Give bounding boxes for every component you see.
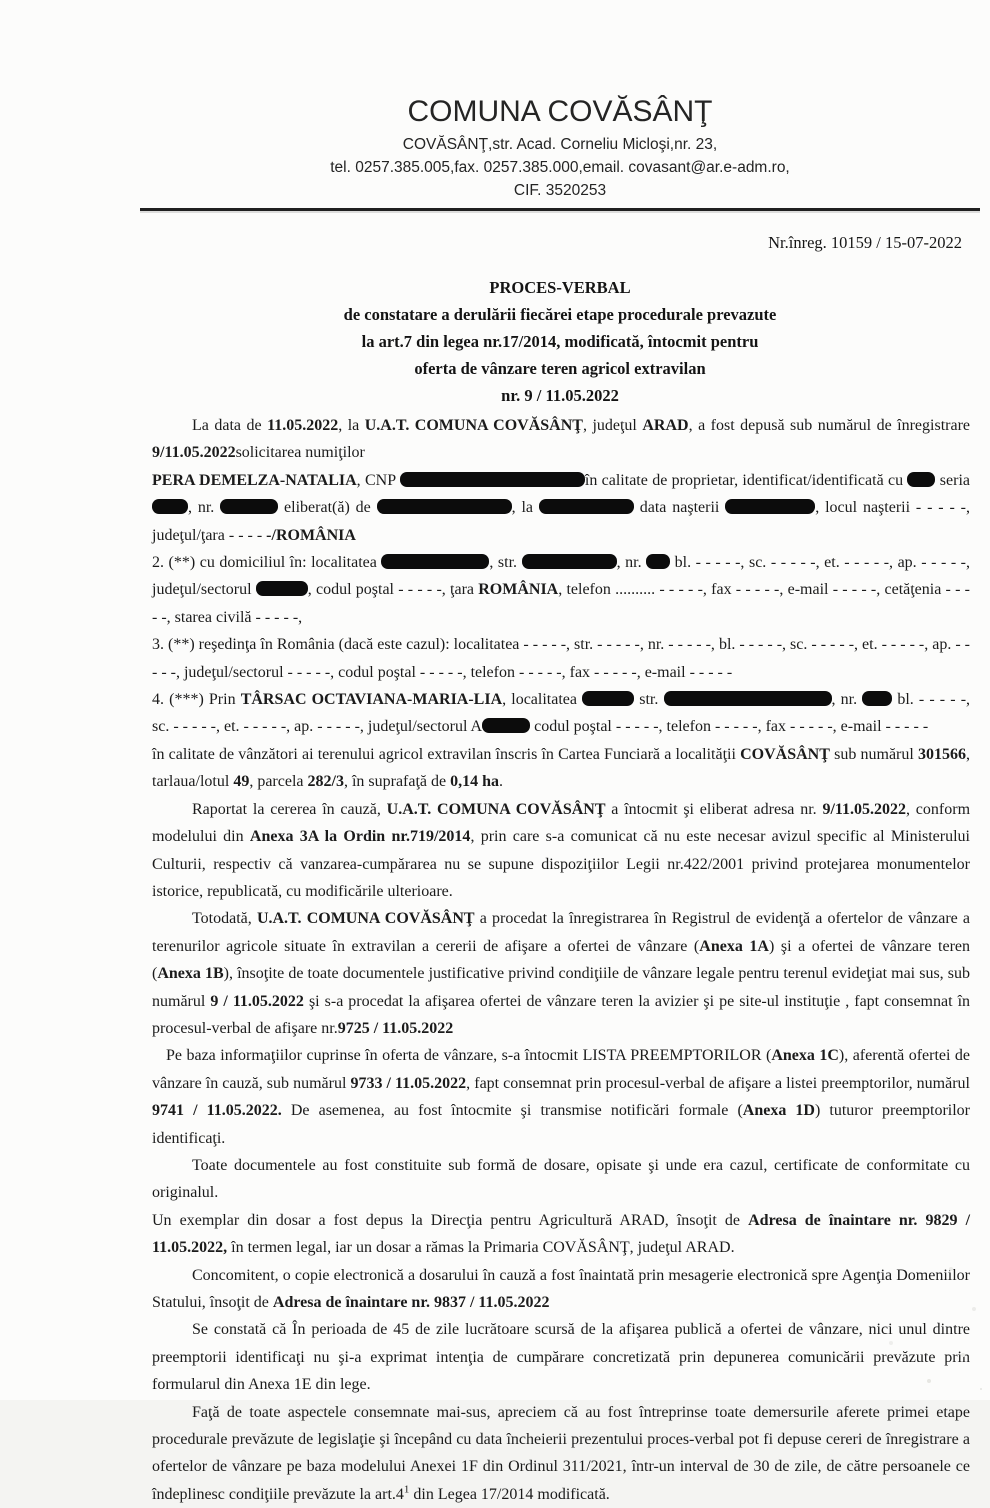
text-run: sub numărul bbox=[829, 745, 919, 763]
text-run: a procedat la înregistrarea în Registrul de evidenţă a ofertelor de vânzare a terenurilor agricole situate în extravilan a cererii de afişare a ofertei de vânzare ( bbox=[152, 910, 971, 955]
text-run: La data de bbox=[192, 417, 268, 434]
letterhead-address-block bbox=[140, 133, 980, 202]
document-content bbox=[140, 0, 980, 1508]
text-run: data naşterii bbox=[633, 499, 726, 517]
text-run: Faţă de toate aspectele consemnate mai-sus, apreciem că au fost întreprinse toate demersurile aferete primei etape procedurale prevăzute de legislaţie şi începând cu data încheierii prezentului proces-verbal pot fi depuse cereri de înregistrare a ofertelor de vânzare pe baza modelului Anexei 1F din Ordinul 311/2021, într-un interval de 30 de zile, de către persoanele ce îndeplinesc condiţiile prevăzute la art.4 bbox=[152, 1403, 970, 1503]
text-run: 3. (**) reşedinţa în România (dacă este cazul): localitatea - - - - -, str. - - - - -, nr. - - - - -, bl. - - - - -, sc. - - - - -, et. - - - - -, ap. - - - - -, judeţul/sectorul - - - - -, codul poştal - - - - -, telefon - - - - -, fax - - - - -, e-mail - - - - - bbox=[152, 636, 970, 681]
text-run: . bbox=[499, 773, 504, 791]
text-run: , codul poştal - - - - -, ţara bbox=[307, 581, 479, 599]
text-run: , nr. bbox=[188, 499, 221, 517]
text-run: Adresa de înaintare nr. 9837 / 11.05.2022 bbox=[272, 1294, 550, 1311]
cif-line: CIF. 3520253 bbox=[513, 182, 607, 199]
redaction-mark bbox=[582, 691, 634, 706]
text-run: COVĂSÂNŢ bbox=[740, 745, 830, 763]
registration-number: Nr.înreg. 10159 / 15-07-2022 bbox=[768, 233, 962, 252]
text-run: , nr. bbox=[831, 691, 863, 709]
text-run: De asemenea, au fost întocmite şi transmise notificări formale ( bbox=[281, 1102, 743, 1120]
text-run: , CNP bbox=[356, 471, 400, 489]
text-run: seria bbox=[935, 471, 971, 489]
scan-noise bbox=[980, 1388, 982, 1390]
paragraph bbox=[152, 686, 970, 741]
paragraph bbox=[152, 1399, 970, 1508]
text-run: Anexa 1A bbox=[699, 937, 769, 955]
text-run: , prin care s-a comunicat că nu este necesar avizul specific al Ministerului Culturii, respectiv că vanzarea-cumpărarea nu se supune dispoziţiilor Legii nr.422/2001 privind protejarea monumentelor istorice, republicată, cu modificările ulterioare. bbox=[152, 828, 971, 900]
text-run: 11.05.2022 bbox=[267, 417, 339, 434]
paragraph bbox=[152, 549, 970, 631]
redaction-mark bbox=[907, 472, 935, 487]
paragraph bbox=[152, 412, 970, 467]
text-run: 9/11.05.2022 bbox=[152, 444, 236, 462]
text-run: eliberat(ă) de bbox=[278, 499, 377, 517]
redaction-mark bbox=[400, 472, 585, 487]
text-run: , a fost depusă sub numărul de înregistrare bbox=[688, 417, 970, 434]
text-run: bl. - - - - -, sc. - - - - -, et. - - - - -, ap. - - - - -, judeţul/sectorul bbox=[152, 554, 971, 599]
paragraph bbox=[152, 631, 970, 686]
text-run: 4. (***) Prin bbox=[152, 691, 241, 709]
text-run: , la bbox=[338, 417, 365, 434]
text-run: TÂRSAC OCTAVIANA-MARIA-LIA bbox=[240, 691, 503, 709]
text-run: Pe baza informaţiilor cuprinse în oferta de vânzare, s-a întocmit LISTA PREEMPTORILOR ( bbox=[166, 1047, 772, 1065]
text-run: 9733 / 11.05.2022 bbox=[350, 1074, 467, 1092]
text-run: , tarlaua/lotul bbox=[152, 745, 971, 791]
title-line: oferta de vânzare teren agricol extravilan bbox=[414, 359, 706, 378]
paragraph bbox=[152, 1316, 970, 1398]
redaction-mark bbox=[664, 691, 832, 706]
text-run: 49 bbox=[233, 773, 250, 791]
text-run: Anexa 1B bbox=[157, 965, 224, 983]
letterhead bbox=[140, 0, 980, 211]
text-run: , fapt consemnat prin procesul-verbal de afişare a listei preemptorilor, numărul bbox=[466, 1074, 971, 1092]
text-run: Totodată, bbox=[192, 910, 257, 928]
text-run: Anexa 3A la Ordin nr.719/2014 bbox=[249, 828, 471, 846]
document-body bbox=[152, 412, 970, 1508]
redaction-mark bbox=[152, 499, 188, 514]
text-run: 9741 / 11.05.2022. bbox=[152, 1102, 282, 1120]
text-run: U.A.T. COMUNA COVĂSÂNŢ bbox=[386, 800, 606, 818]
redaction-mark bbox=[539, 499, 634, 514]
text-run: Adresa de înaintare nr. 9829 / 11.05.2022, bbox=[152, 1211, 971, 1257]
text-run: Anexa 1D bbox=[742, 1102, 815, 1120]
text-run: Toate documentele au fost constituite sub formă de dosare, opisate şi unde era cazul, certificate de conformitate cu originalul. bbox=[152, 1156, 970, 1202]
text-run: în termen legal, iar un dosar a rămas la Primaria COVĂSÂNŢ, judeţul ARAD. bbox=[227, 1239, 735, 1257]
text-run: bl. - - - - -, sc. - - - - -, et. - - - - -, ap. - - - - -, judeţul/sectorul A bbox=[152, 691, 971, 736]
title-line: de constatare a derulării fiecărei etape procedurale prevazute bbox=[343, 305, 777, 324]
text-run: 2. (**) cu domiciliul în: localitatea bbox=[152, 554, 382, 572]
redaction-mark bbox=[482, 718, 530, 733]
text-run: , telefon .......... - - - - -, fax - - - - -, e-mail - - - - -, cetăţenia - - - - -, starea civilă - - - - -, bbox=[152, 581, 971, 626]
text-run: , în suprafaţă de bbox=[343, 773, 451, 791]
text-run: 282/3 bbox=[307, 773, 344, 791]
text-run: , parcela bbox=[249, 773, 308, 791]
text-run: , la bbox=[511, 499, 539, 517]
text-run: Se constată că În perioada de 45 de zile lucrătoare scursă de la afişarea publică a ofertei de vânzare, nici unul dintre preemptorii identificaţi nu şi-a exprimat intenţia de cumpărare concretizată prin depunerea comunicării prevăzute prin formularul din Anexa 1E din lege. bbox=[152, 1321, 970, 1394]
text-run: Concomitent, o copie electronică a dosarului în cauză a fost înaintată prin mesagerie electronică spre Agenţia Domeniilor Statului, însoţit de bbox=[152, 1266, 970, 1311]
text-run: în calitate de vânzători ai terenului agricol extravilan înscris în Cartea Funciară a localităţii bbox=[152, 745, 741, 763]
text-run: Raportat la cererea în cauză, bbox=[192, 800, 387, 818]
text-run: din Legea 17/2014 modificată. bbox=[409, 1485, 610, 1503]
paragraph bbox=[152, 467, 970, 549]
text-run: 9 / 11.05.2022 bbox=[210, 992, 304, 1010]
text-run: U.A.T. COMUNA COVĂSÂNŢ bbox=[364, 417, 583, 434]
text-run: ), însoţite de toate documentele justificative privind condiţiile de vânzare legale pentru terenul evideţiat mai sus, sub numărul bbox=[152, 965, 971, 1010]
text-run: ARAD bbox=[642, 417, 689, 434]
text-run: , localitatea bbox=[502, 691, 583, 709]
address-line: COVĂSÂNŢ,str. Acad. Corneliu Micloşi,nr. 23, bbox=[402, 136, 718, 153]
text-run: codul poştal - - - - -, telefon - - - - -, fax - - - - -, e-mail - - - - - bbox=[530, 718, 929, 736]
text-run: solicitarea numiţilor bbox=[235, 444, 365, 462]
text-run: PERA DEMELZA-NATALIA bbox=[152, 471, 357, 489]
text-run: Anexa 1C bbox=[771, 1047, 839, 1065]
text-run: ), aferentă ofertei de vânzare în cauză, sub numărul bbox=[152, 1047, 971, 1092]
org-name: COMUNA COVĂSÂNŢ bbox=[407, 95, 713, 128]
text-run: în calitate de proprietar, identificat/identificată cu bbox=[584, 471, 908, 489]
title-line: nr. 9 / 11.05.2022 bbox=[501, 386, 619, 405]
text-run: ROMÂNIA bbox=[478, 581, 559, 599]
text-run: , str. bbox=[489, 554, 522, 572]
text-run: 301566 bbox=[918, 745, 967, 763]
redaction-mark bbox=[381, 554, 489, 569]
redaction-mark bbox=[522, 554, 617, 569]
text-run: a întocmit şi eliberat adresa nr. bbox=[605, 800, 823, 818]
paragraph bbox=[152, 1207, 970, 1262]
paragraph bbox=[152, 1262, 970, 1317]
document-title-block bbox=[140, 274, 980, 409]
redaction-mark bbox=[377, 499, 512, 514]
paragraph bbox=[152, 1152, 970, 1207]
text-run: ) tuturor preemptorilor identificaţi. bbox=[152, 1102, 970, 1147]
text-run: U.A.T. COMUNA COVĂSÂNŢ bbox=[256, 910, 475, 928]
redaction-mark bbox=[220, 499, 278, 514]
text-run: 1 bbox=[403, 1483, 410, 1496]
paragraph bbox=[152, 905, 970, 1042]
redaction-mark bbox=[256, 581, 308, 596]
text-run: str. bbox=[634, 691, 664, 709]
text-run: 0,14 ha bbox=[450, 773, 500, 791]
text-run: , locul naşterii - - - - -, judeţul/ţara - - - - bbox=[152, 499, 971, 544]
text-run: şi s-a procedat la afişarea ofertei de vânzare teren la avizier şi pe site-ul instituţie , fapt consemnat în procesul-verbal de afişare nr. bbox=[152, 992, 971, 1037]
text-run: , conform modelului din bbox=[152, 800, 971, 846]
text-run: 9/11.05.2022 bbox=[822, 800, 907, 818]
text-run: , nr. bbox=[616, 554, 647, 572]
text-run: , judeţul bbox=[582, 417, 643, 434]
text-run: Un exemplar din dosar a fost depus la Direcţia pentru Agricultură ARAD, însoţit de bbox=[152, 1211, 749, 1229]
redaction-mark bbox=[862, 691, 892, 706]
redaction-mark bbox=[725, 499, 815, 514]
text-run: -/ROMÂNIA bbox=[266, 526, 356, 544]
title-line: PROCES-VERBAL bbox=[489, 278, 631, 297]
paragraph bbox=[152, 741, 970, 796]
paragraph bbox=[152, 796, 970, 906]
contact-line: tel. 0257.385.005,fax. 0257.385.000,email. covasant@ar.e-adm.ro, bbox=[330, 159, 790, 176]
letterhead-divider bbox=[140, 208, 980, 211]
title-line: la art.7 din legea nr.17/2014, modificată, întocmit pentru bbox=[361, 332, 759, 351]
text-run: 9725 / 11.05.2022 bbox=[337, 1019, 454, 1037]
paragraph bbox=[152, 1042, 970, 1152]
redaction-mark bbox=[646, 554, 670, 569]
text-run: ) şi a ofertei de vânzare teren ( bbox=[152, 937, 971, 983]
